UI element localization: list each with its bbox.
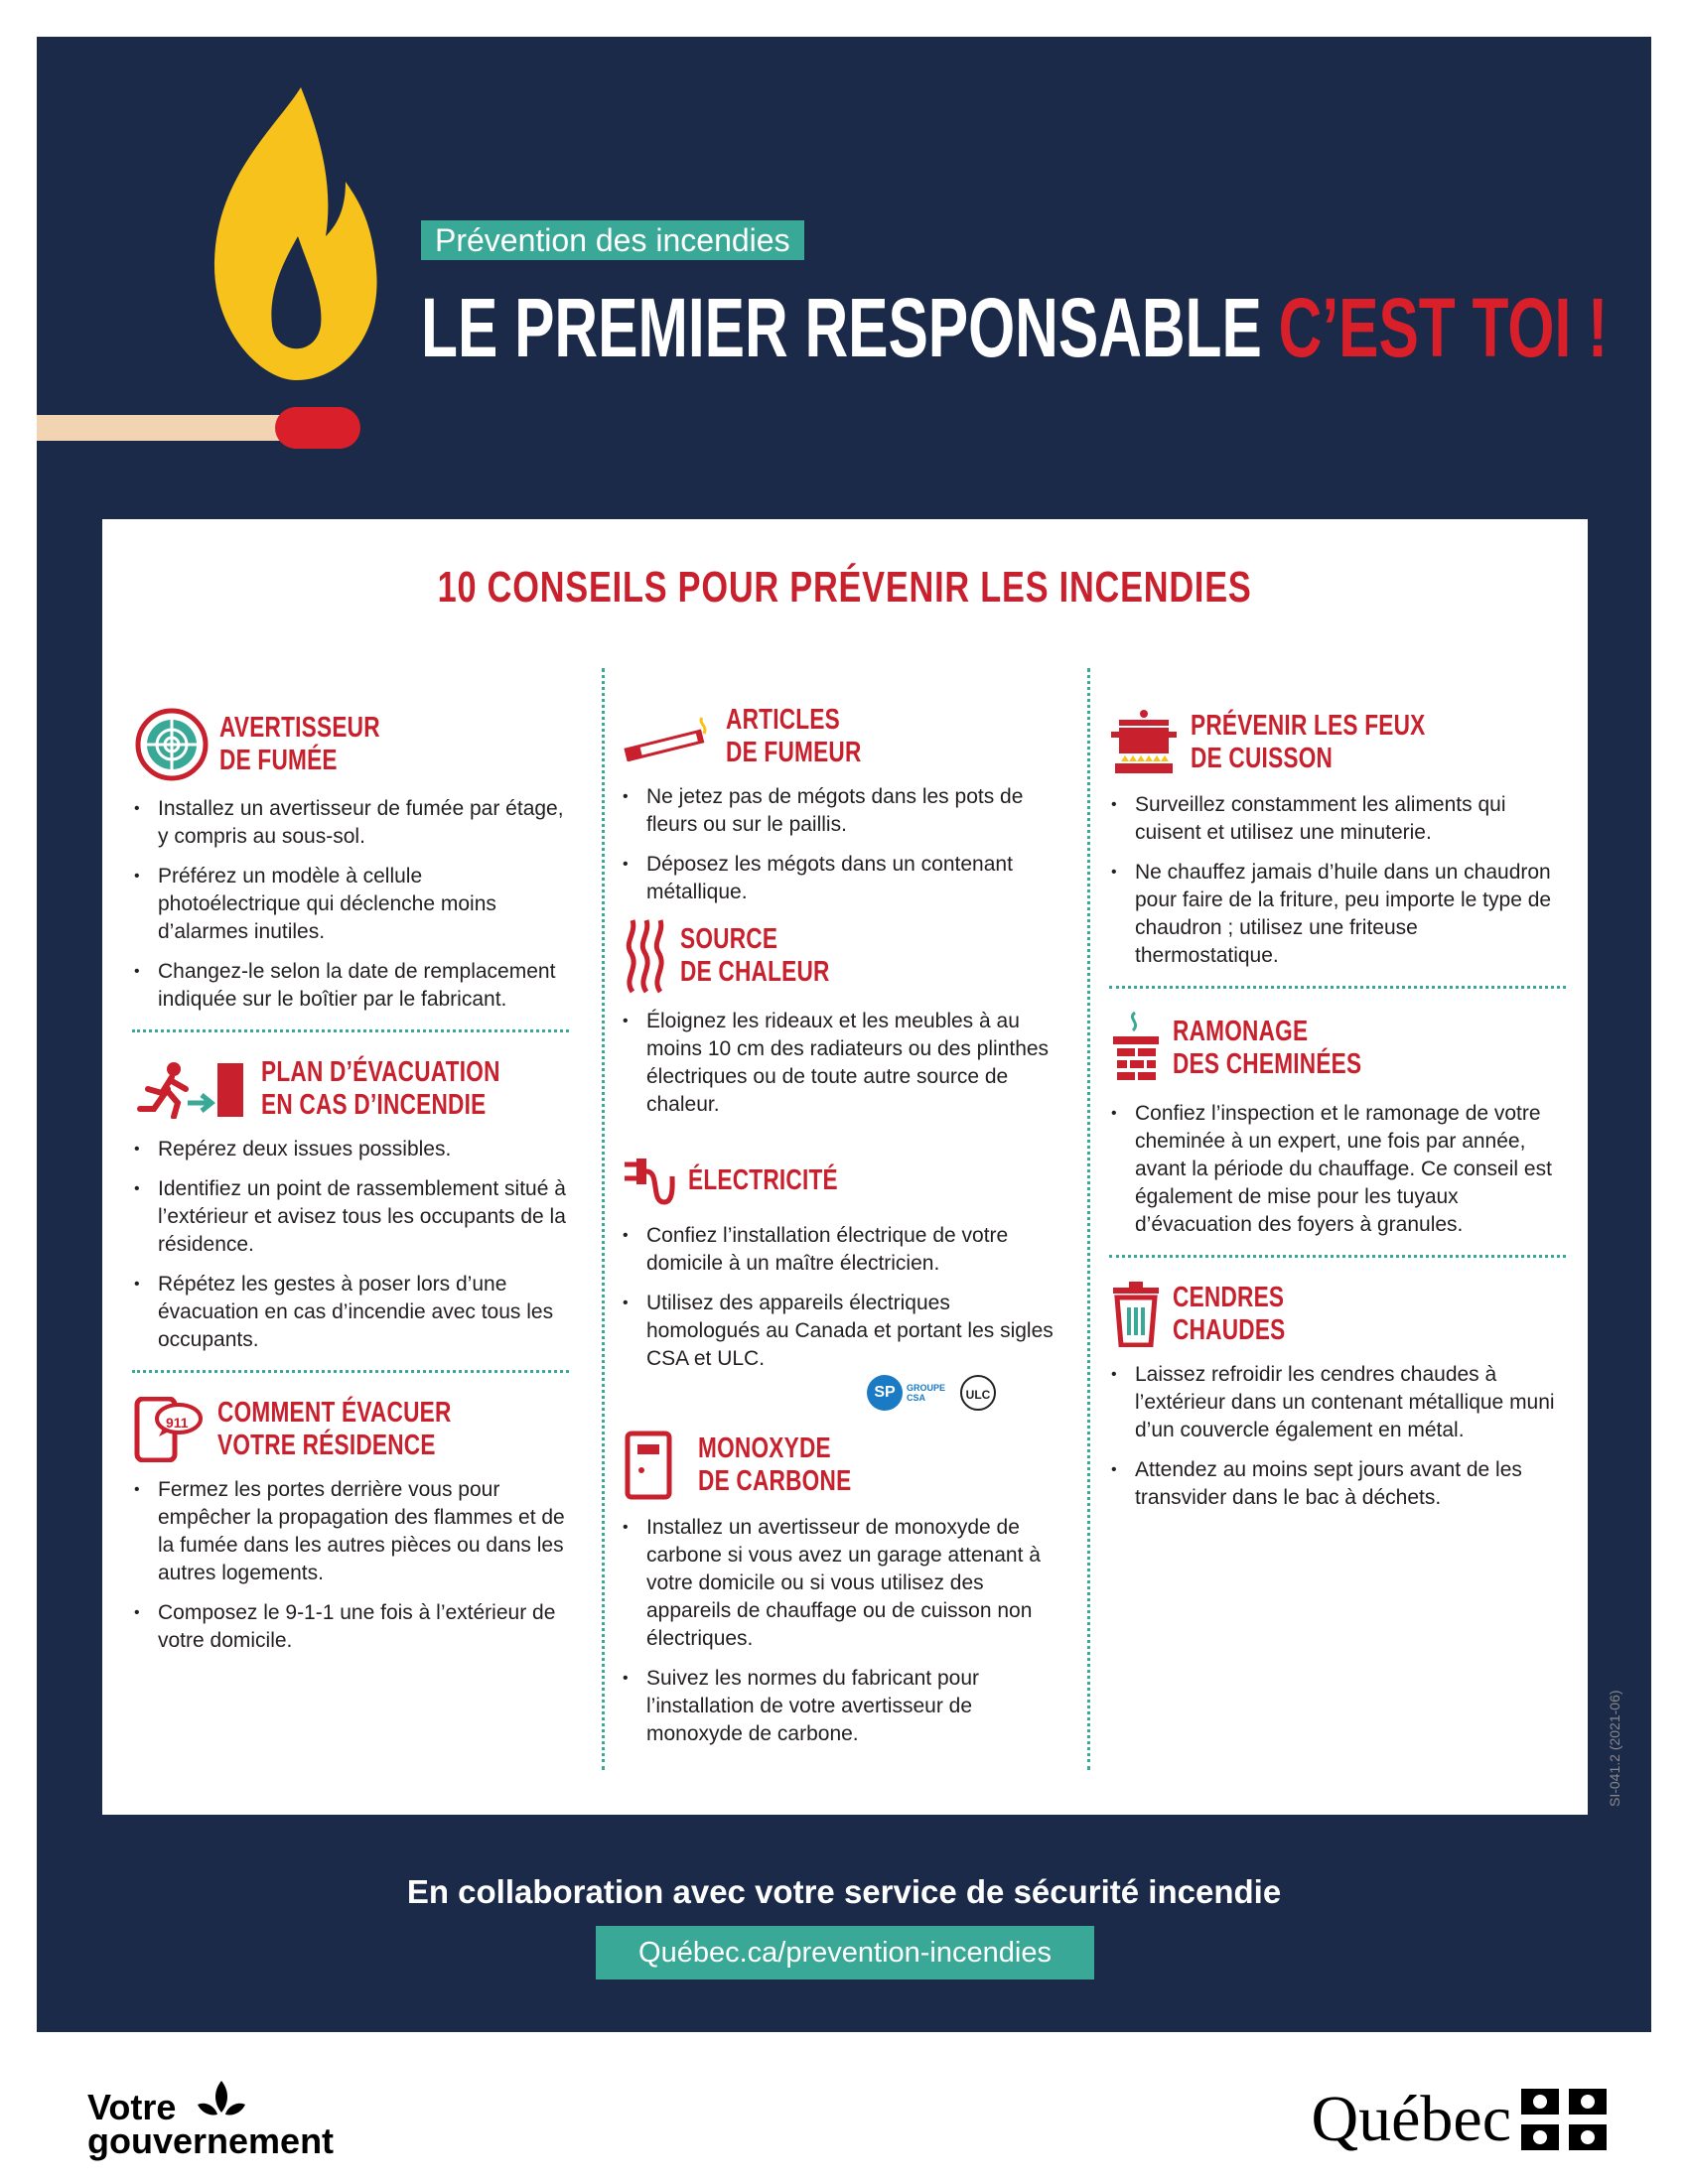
section-divider bbox=[132, 1029, 569, 1032]
list-item: • Confiez l’installation électrique de votre domicile à un maître électricien. bbox=[621, 1222, 1067, 1278]
electric-plug-icon bbox=[621, 1153, 676, 1208]
list-item: • Identifiez un point de rassemblement situé à l’extérieur et avisez tous les occupants de la résidence. bbox=[132, 1175, 569, 1259]
topic-tag: Prévention des incendies bbox=[421, 220, 804, 260]
badge-911: 911 bbox=[166, 1415, 189, 1431]
evacuation-exit-icon bbox=[132, 1059, 249, 1119]
csa-logo: SP GROUPE CSA bbox=[867, 1375, 946, 1411]
match-head bbox=[275, 407, 360, 449]
list-item: • Repérez deux issues possibles. bbox=[132, 1136, 569, 1163]
list-item: • Éloignez les rideaux et les meubles à au moins 10 cm des radiateurs ou des plinthes électriques ou de toute autre source de chaleur. bbox=[621, 1008, 1067, 1119]
tip-smoke-detector: AVERTISSEUR DE FUMÉE • Installez un avertisseur de fumée par étage, y compris au sous-sol. • Préférez un modèle à cellule photoélectrique qui déclenche moins d’alarmes inutiles. • Changez-le selon la date de remplacement indiquée sur le boîtier par le fabricant. bbox=[132, 708, 569, 1014]
list-item: • Utilisez des appareils électriques homologués au Canada et portant les sigles CSA et ULC. bbox=[621, 1290, 1067, 1373]
tip-hot-ashes: CENDRES CHAUDES • Laissez refroidir les cendres chaudes à l’extérieur dans un contenant métallique muni d’un couvercle également en métal. • Attendez au moins sept jours avant de les transvider dans le bac à déchets. bbox=[1109, 1282, 1566, 1512]
list-item: • Attendez au moins sept jours avant de les transvider dans le bac à déchets. bbox=[1109, 1456, 1566, 1512]
panel-title: 10 CONSEILS POUR PRÉVENIR LES INCENDIES bbox=[438, 563, 1252, 612]
ash-bin-icon bbox=[1109, 1282, 1163, 1347]
tip-electricity: ÉLECTRICITÉ • Confiez l’installation électrique de votre domicile à un maître électricien. • Utilisez des appareils électriques homologués au Canada et portant les sigles CSA et ULC. SP GROUPE CSA ULC bbox=[621, 1153, 1067, 1411]
co-detector-icon bbox=[621, 1431, 676, 1500]
phone-911-icon bbox=[132, 1397, 204, 1462]
headline-red: C’EST TOI ! bbox=[1278, 281, 1609, 374]
list-item: • Déposez les mégots dans un contenant métallique. bbox=[621, 851, 1067, 906]
list-item: • Préférez un modèle à cellule photoélectrique qui déclenche moins d’alarmes inutiles. bbox=[132, 863, 569, 946]
ulc-logo: ULC bbox=[960, 1375, 996, 1411]
list-item: • Fermez les portes derrière vous pour empêcher la propagation des flammes et de la fumée dans les autres pièces ou dans les autres logements. bbox=[132, 1476, 569, 1587]
column-divider bbox=[602, 668, 605, 1770]
match-stick bbox=[37, 407, 320, 449]
tip-cooking-fires: PRÉVENIR LES FEUX DE CUISSON • Surveillez constamment les aliments qui cuisent et utilisez une minuterie. • Ne chauffez jamais d’huile dans un chaudron pour faire de la friture, peu importe le type de chaudron ; utilisez une friteuse thermostatique. bbox=[1109, 708, 1566, 970]
fleur-de-lis-icon bbox=[192, 2081, 251, 2124]
heat-waves-icon bbox=[621, 918, 670, 994]
list-item: • Changez-le selon la date de remplacement indiquée sur le boîtier par le fabricant. bbox=[132, 958, 569, 1014]
column-divider bbox=[1087, 668, 1090, 1770]
cigarette-icon bbox=[621, 712, 716, 761]
list-item: • Installez un avertisseur de monoxyde de carbone si vous avez un garage attenant à votre domicile ou si vous utilisez des appareils de chauffage ou de cuisson non électriques. bbox=[621, 1514, 1067, 1653]
section-divider bbox=[1109, 1255, 1566, 1258]
headline-white: LE PREMIER RESPONSABLE bbox=[421, 281, 1279, 374]
document-code: SI-041.2 (2021-06) bbox=[1607, 1690, 1622, 1807]
tip-carbon-monoxide: MONOXYDE DE CARBONE • Installez un avertisseur de monoxyde de carbone si vous avez un garage attenant à votre domicile ou si vous utilisez des appareils de chauffage ou de cuisson non électriques. • Suivez les normes du fabricant pour l’installation de votre avertisseur de monoxyde de carbone. bbox=[621, 1431, 1067, 1748]
list-item: • Laissez refroidir les cendres chaudes à l’extérieur dans un contenant métallique muni d’un couvercle également en métal. bbox=[1109, 1361, 1566, 1444]
list-item: • Composez le 9-1-1 une fois à l’extérieur de votre domicile. bbox=[132, 1599, 569, 1655]
tip-how-to-evacuate: 911 COMMENT ÉVACUER VOTRE RÉSIDENCE • Fermez les portes derrière vous pour empêcher la propagation des flammes et de la fumée dans les autres pièces ou dans les autres logements. • Composez le 9-1-1 une fois à l’extérieur de votre domicile. bbox=[132, 1397, 569, 1655]
tip-evacuation-plan: PLAN D’ÉVACUATION EN CAS D’INCENDIE • Repérez deux issues possibles. • Identifiez un point de rassemblement situé à l’extérieur et avisez tous les occupants de la résidence. • Répétez les gestes à poser lors d’une évacuation en cas d’incendie avec tous les occupants. bbox=[132, 1056, 569, 1354]
tip-chimney-sweeping: RAMONAGE DES CHEMINÉES • Confiez l’inspection et le ramonage de votre cheminée à un expert, une fois par année, avant la période du chauffage. Ce conseil est également de mise pour les tuyaux d’évacuation des foyers à granules. bbox=[1109, 1011, 1566, 1239]
votre-gouvernement-logo: Votre gouvernement bbox=[87, 2081, 334, 2158]
list-item: • Ne jetez pas de mégots dans les pots de fleurs ou sur le paillis. bbox=[621, 783, 1067, 839]
list-item: • Ne chauffez jamais d’huile dans un chaudron pour faire de la friture, peu importe le type de chaudron ; utilisez une friteuse thermostatique. bbox=[1109, 859, 1566, 970]
tips-column-2 bbox=[621, 668, 1067, 1760]
section-divider bbox=[1109, 986, 1566, 989]
chimney-icon bbox=[1109, 1011, 1163, 1086]
list-item: • Installez un avertisseur de fumée par étage, y compris au sous-sol. bbox=[132, 795, 569, 851]
list-item: • Répétez les gestes à poser lors d’une évacuation en cas d’incendie avec tous les occupants. bbox=[132, 1271, 569, 1354]
smoke-detector-icon bbox=[132, 708, 211, 781]
tips-column-3 bbox=[1109, 668, 1566, 1524]
certification-logos bbox=[867, 1375, 1067, 1411]
tips-column-1 bbox=[132, 668, 569, 1667]
quebec-flag-icon bbox=[1521, 2089, 1607, 2150]
tips-panel bbox=[102, 519, 1588, 1815]
tip-smoking-articles: ARTICLES DE FUMEUR • Ne jetez pas de mégots dans les pots de fleurs ou sur le paillis. • Déposez les mégots dans un contenant métallique. bbox=[621, 704, 1067, 906]
tip-heat-source: SOURCE DE CHALEUR • Éloignez les rideaux et les meubles à au moins 10 cm des radiateurs ou des plinthes électriques ou de toute autre source de chaleur. bbox=[621, 918, 1067, 1119]
collaboration-text: En collaboration avec votre service de sécurité incendie bbox=[406, 1873, 1282, 1910]
match-stick-body bbox=[37, 415, 290, 441]
website-link[interactable]: Québec.ca/prevention-incendies bbox=[596, 1926, 1094, 1979]
cooking-pot-icon bbox=[1109, 708, 1179, 777]
list-item: • Suivez les normes du fabricant pour l’installation de votre avertisseur de monoxyde de carbone. bbox=[621, 1665, 1067, 1748]
flame-icon bbox=[207, 87, 385, 385]
section-divider bbox=[132, 1370, 569, 1373]
quebec-logo: Québec bbox=[1311, 2085, 1607, 2154]
list-item: • Surveillez constamment les aliments qui cuisent et utilisez une minuterie. bbox=[1109, 791, 1566, 847]
list-item: • Confiez l’inspection et le ramonage de votre cheminée à un expert, une fois par année, avant la période du chauffage. Ce conseil est également de mise pour les tuyaux d’évacuation des foyers à granules. bbox=[1109, 1100, 1566, 1239]
page-headline bbox=[421, 280, 1608, 375]
